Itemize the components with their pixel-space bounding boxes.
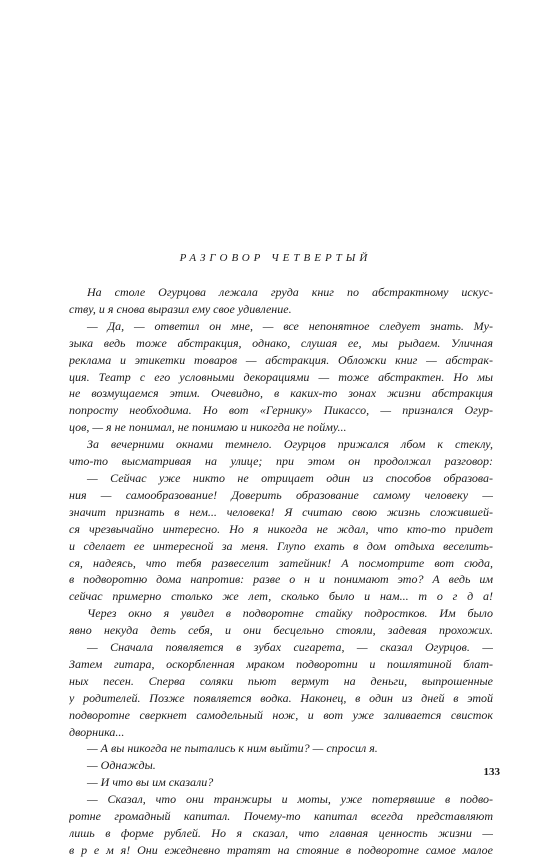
- text-line: — Сказал, что они транжиры и моты, уже потерявшие в подво-: [87, 792, 493, 807]
- text-line: зыка ведь тоже абстракция, однако, слушая ее, мы рыдаем. Уличная: [69, 335, 493, 350]
- text-line: и сделает ее интересной за меня. Глупо ехать в дом отдыха веселить-: [69, 538, 493, 553]
- text-line: ся чрезвычайно интересно. Но я никогда не ждал, что кто-то придет: [69, 521, 493, 536]
- text-line: дворника...: [69, 724, 125, 739]
- text-line: попросту необходима. Но вот «Гернику» Пикассо, — признался Огур-: [69, 403, 493, 418]
- text-line: не возмущаемся этим. Очевидно, в каких-то зонах жизни абстракция: [69, 386, 493, 401]
- text-line: За вечерними окнами темнело. Огурцов прижался лбом к стеклу,: [87, 437, 493, 452]
- text-line: — А вы никогда не пытались к ним выйти? — спросил я.: [87, 741, 378, 756]
- text-line: — Сейчас уже никто не отрицает один из способов образова-: [87, 470, 493, 485]
- text-line: реклама и этикетки товаров — абстракция. Обложки книг — абстрак-: [69, 352, 493, 367]
- text-line: — Сначала появляется в зубах сигарета, — сказал Огурцов. —: [87, 640, 493, 655]
- text-line: ству, и я снова выразил ему свое удивление.: [69, 301, 292, 316]
- text-line: — Однажды.: [87, 758, 156, 773]
- text-line: подворотне сверкнет самодельный нож, и вот уже заливается свисток: [69, 707, 493, 722]
- text-line: что-то высматривая на улице; при этом он продолжал разговор:: [69, 454, 493, 469]
- text-line: ния — самообразование! Доверить образование самому человеку —: [69, 487, 493, 502]
- body-text: [69, 284, 493, 859]
- text-line: ных песен. Сперва соляки пьют вермут на деньги, выпрошенные: [69, 673, 493, 688]
- text-line: цов, — я не понимал, не понимаю и никогда не пойму...: [69, 420, 347, 435]
- text-line: лишь в форме рублей. Но я сказал, что главная ценность жизни —: [69, 826, 493, 840]
- text-line: — Да, — ответил он мне, — все непонятное следует знать. Му-: [87, 318, 493, 333]
- text-line: На столе Огурцова лежала груда книг по абстрактному искус-: [87, 285, 493, 299]
- text-line: — И что вы им сказали?: [87, 775, 214, 790]
- text-line: сейчас примерно столько же лет, сколько было и нам... т о г д а!: [69, 589, 493, 604]
- chapter-title: РАЗГОВОР ЧЕТВЕРТЫЙ: [179, 252, 372, 264]
- text-line: ротне громадный капитал. Почему-то капитал всегда представляют: [69, 809, 493, 824]
- text-line: ся, надеясь, что тебя развеселит затейник! А посмотрите вот сюда,: [69, 555, 493, 570]
- page-number: 133: [483, 766, 500, 778]
- text-line: в подворотню дома напротив: разве о н и понимают это? А ведь им: [69, 572, 493, 587]
- text-line: у родителей. Позже появляется водка. Наконец, в один из дней в этой: [69, 690, 493, 705]
- text-line: Затем гитара, оскорбленная мраком подворотни и пошлятиной блат-: [69, 656, 493, 671]
- text-line: явно некуда деть себя, и они бесцельно стояли, задевая прохожих.: [69, 623, 493, 638]
- text-line: Через окно я увидел в подворотне стайку подростков. Им было: [87, 606, 493, 621]
- text-line: значит признать в нем... человека! Я считаю свою жизнь сложившей-: [69, 504, 493, 519]
- text-line: ция. Театр с его условными декорациями — тоже абстрактен. Но мы: [69, 369, 493, 384]
- text-line: в р е м я! Они ежедневно тратят на стояние в подворотне самое малое: [69, 842, 493, 857]
